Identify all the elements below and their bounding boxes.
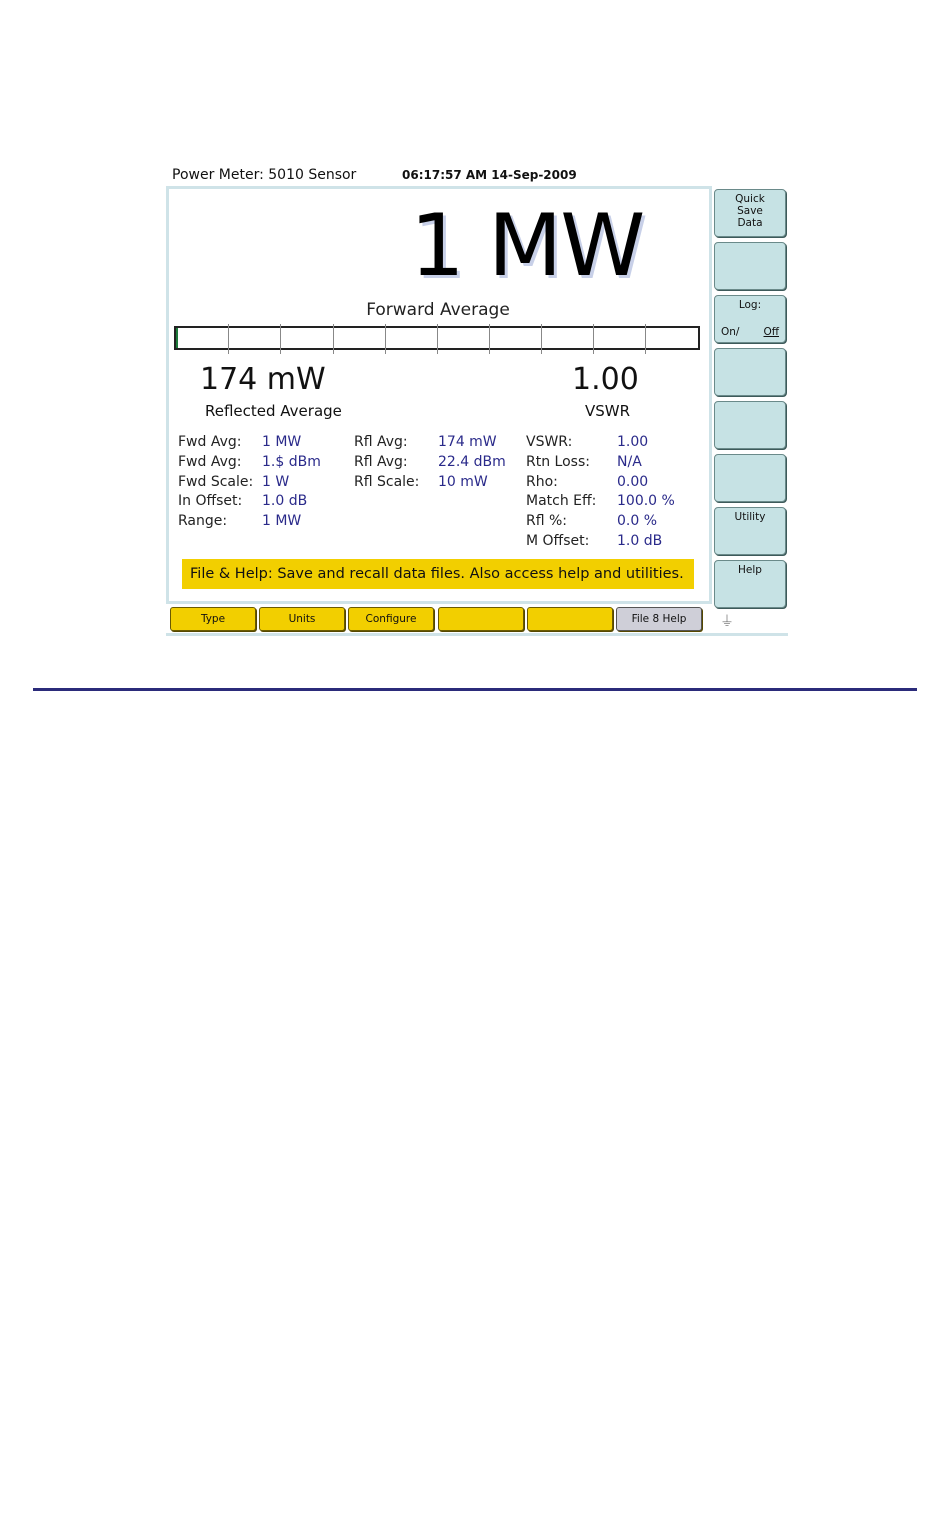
utility-button[interactable] bbox=[714, 507, 786, 555]
readout-label: Range: bbox=[178, 513, 228, 530]
softkey-blank-6[interactable] bbox=[714, 454, 786, 502]
readout-row bbox=[526, 492, 675, 512]
readout-label: M Offset: bbox=[526, 532, 590, 549]
readout-row bbox=[354, 453, 506, 473]
readout-label: Rfl Avg: bbox=[354, 453, 408, 470]
quick-save-data-button[interactable] bbox=[714, 189, 786, 237]
help-button[interactable] bbox=[714, 560, 786, 608]
readout-value: 1.00 bbox=[617, 434, 649, 450]
readout-label: Rfl Avg: bbox=[354, 434, 408, 450]
softkey-blank-5[interactable] bbox=[714, 401, 786, 449]
readout-row bbox=[526, 433, 675, 453]
bargraph-tick bbox=[489, 324, 490, 354]
log-toggle-button[interactable] bbox=[714, 295, 786, 343]
bargraph-tick bbox=[333, 324, 334, 354]
bargraph-tick bbox=[385, 324, 386, 354]
readout-value: 0.00 bbox=[617, 473, 649, 490]
bargraph-fill bbox=[176, 328, 178, 348]
readout-row bbox=[354, 473, 506, 493]
help-hint-bar: File & Help: Save and recall data files. Also access help and utilities. bbox=[182, 559, 694, 589]
readout-value: 1 MW bbox=[262, 513, 302, 530]
section-divider bbox=[33, 688, 917, 691]
power-bargraph bbox=[174, 326, 700, 350]
readout-value: 1.0 dB bbox=[262, 493, 308, 510]
readout-label: Fwd Scale: bbox=[178, 473, 254, 490]
softkey-blank-2[interactable] bbox=[714, 242, 786, 290]
vswr-label: VSWR bbox=[585, 402, 631, 420]
readout-row bbox=[526, 512, 675, 532]
screen-footer-line bbox=[166, 633, 788, 636]
reflected-label: Reflected Average bbox=[205, 402, 342, 420]
readout-label: In Offset: bbox=[178, 493, 243, 510]
readout-value: 22.4 dBm bbox=[438, 453, 506, 470]
bargraph-tick bbox=[228, 324, 229, 354]
bargraph-tick bbox=[645, 324, 646, 354]
readout-row bbox=[354, 433, 506, 453]
softkey-blank-4[interactable] bbox=[714, 348, 786, 396]
readout-row bbox=[526, 453, 675, 473]
status-header bbox=[172, 165, 712, 185]
readout-label: Rtn Loss: bbox=[526, 453, 590, 470]
softkey-label: Utility bbox=[734, 511, 766, 523]
readout-row bbox=[526, 473, 675, 493]
readout-row bbox=[526, 532, 675, 552]
instrument-title: Power Meter: 5010 Sensor bbox=[172, 167, 357, 183]
bargraph-tick bbox=[541, 324, 542, 354]
readout-value: 1 W bbox=[262, 473, 290, 490]
readout-value: 1.$ dBm bbox=[262, 453, 321, 470]
readout-value: 174 mW bbox=[438, 434, 497, 450]
readout-label: Fwd Avg: bbox=[178, 453, 242, 470]
readout-value: 1.0 dB bbox=[617, 532, 663, 549]
readout-label: Rho: bbox=[526, 473, 558, 490]
readout-value: 1 MW bbox=[262, 434, 302, 450]
type-button[interactable]: Type bbox=[170, 607, 256, 631]
bargraph-tick bbox=[593, 324, 594, 354]
bargraph-tick bbox=[280, 324, 281, 354]
log-on-option: On/ bbox=[721, 326, 740, 338]
vswr-value: 1.00 bbox=[572, 362, 639, 397]
readout-label: Match Eff: bbox=[526, 493, 597, 510]
readout-label: Rfl %: bbox=[526, 513, 568, 530]
readout-row bbox=[178, 433, 321, 453]
readout-label: VSWR: bbox=[526, 434, 573, 450]
readout-value: 100.0 % bbox=[617, 493, 675, 510]
readout-label: Fwd Avg: bbox=[178, 434, 242, 450]
readout-row bbox=[178, 512, 321, 532]
readout-value: N/A bbox=[617, 453, 642, 470]
readout-row bbox=[178, 492, 321, 512]
readout-value: 0.0 % bbox=[617, 513, 658, 530]
readout-value: 10 mW bbox=[438, 473, 488, 490]
reflected-value: 174 mW bbox=[200, 362, 326, 397]
primary-label: Forward Average bbox=[366, 300, 510, 320]
power-plug-icon: ⏚ bbox=[720, 614, 734, 630]
readout-column-reflected bbox=[354, 433, 506, 492]
configure-button[interactable]: Configure bbox=[348, 607, 434, 631]
bottom-blank-button-4[interactable] bbox=[438, 607, 524, 631]
softkey-label: Quick Save Data bbox=[735, 193, 765, 229]
units-button[interactable]: Units bbox=[259, 607, 345, 631]
readout-column-forward bbox=[178, 433, 321, 532]
readout-label: Rfl Scale: bbox=[354, 473, 420, 490]
log-options bbox=[721, 326, 779, 338]
clock: 06:17:57 AM 14-Sep-2009 bbox=[402, 168, 577, 182]
softkey-label: Help bbox=[738, 564, 762, 576]
bargraph-tick bbox=[437, 324, 438, 354]
file-help-button[interactable]: File 8 Help bbox=[616, 607, 702, 631]
readout-column-match bbox=[526, 433, 675, 552]
readout-row bbox=[178, 473, 321, 493]
bottom-blank-button-5[interactable] bbox=[527, 607, 613, 631]
log-off-option: Off bbox=[763, 326, 779, 338]
readout-row bbox=[178, 453, 321, 473]
primary-value: 1 MW bbox=[410, 196, 644, 296]
softkey-label: Log: bbox=[738, 299, 762, 311]
